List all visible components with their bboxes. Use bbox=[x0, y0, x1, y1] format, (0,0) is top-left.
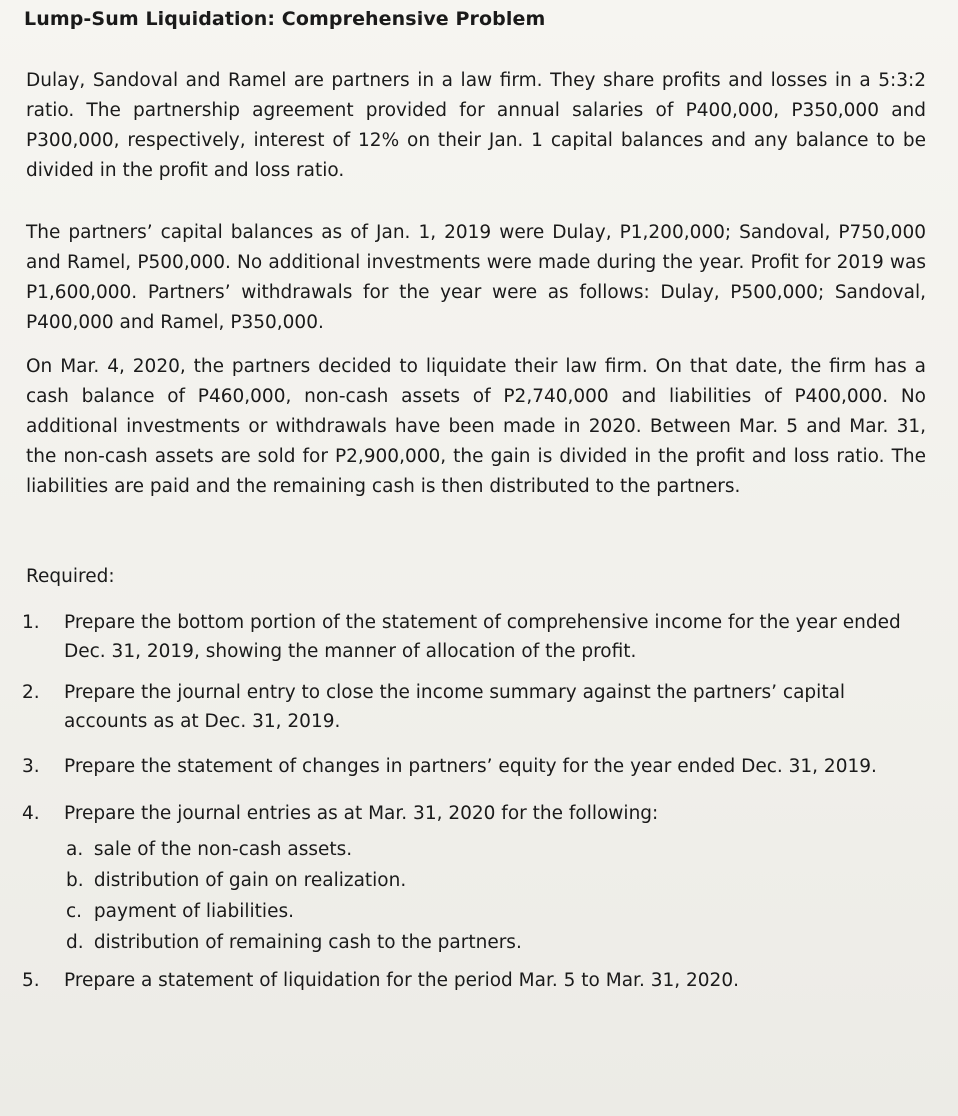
sub-requirement-item bbox=[66, 896, 922, 927]
requirement-text: Prepare a statement of liquidation for the period Mar. 5 to Mar. 31, 2020. bbox=[64, 970, 739, 991]
sub-requirement-text: payment of liabilities. bbox=[93, 901, 294, 922]
requirement-number: 4. bbox=[22, 803, 40, 824]
requirement-item bbox=[22, 799, 922, 958]
requirement-item bbox=[22, 678, 922, 736]
requirement-sublist bbox=[64, 834, 922, 958]
requirement-item bbox=[22, 608, 922, 666]
sub-requirement-letter: a. bbox=[66, 839, 84, 860]
requirements-list bbox=[22, 608, 922, 995]
requirement-text: Prepare the statement of changes in partners’ equity for the year ended Dec. 31, 2019. bbox=[64, 756, 877, 777]
requirement-number: 1. bbox=[22, 612, 40, 633]
problem-paragraph-3: On Mar. 4, 2020, the partners decided to liquidate their law firm. On that date, the firm has a cash balance of P460,000, non-cash assets of P2,740,000 and liabilities of P400,000. No additional investments or withdrawals have been made in 2020. Between Mar. 5 and Mar. 31, the non-cash assets are sold for P2,900,000, the gain is divided in the profit and loss ratio. The liabilities are paid and the remaining cash is then distributed to the partners. bbox=[26, 356, 926, 497]
sub-requirement-item bbox=[66, 865, 922, 896]
document-title: Lump-Sum Liquidation: Comprehensive Problem bbox=[24, 8, 546, 30]
requirement-item bbox=[22, 966, 922, 995]
requirement-number: 3. bbox=[22, 756, 40, 777]
problem-paragraph-2: The partners’ capital balances as of Jan. 1, 2019 were Dulay, P1,200,000; Sandoval, P750,000 and Ramel, P500,000. No additional investments were made during the year. Profit for 2019 was P1,600,000. Partners’ withdrawals for the year were as follows: Dulay, P500,000; Sandoval, P400,000 and Ramel, P350,000. bbox=[26, 222, 926, 333]
requirement-text: Prepare the journal entries as at Mar. 31, 2020 for the following: bbox=[64, 803, 659, 824]
sub-requirement-letter: d. bbox=[66, 932, 84, 953]
sub-requirement-item bbox=[66, 834, 922, 865]
sub-requirement-item bbox=[66, 927, 922, 958]
requirement-item bbox=[22, 752, 922, 781]
required-heading: Required: bbox=[26, 566, 115, 587]
requirement-text: Prepare the bottom portion of the statement of comprehensive income for the year ended Dec. 31, 2019, showing the manner of allocation of the profit. bbox=[64, 612, 901, 662]
sub-requirement-text: sale of the non-cash assets. bbox=[93, 839, 353, 860]
sub-requirement-letter: b. bbox=[66, 870, 84, 891]
sub-requirement-letter: c. bbox=[66, 901, 83, 922]
sub-requirement-text: distribution of remaining cash to the partners. bbox=[93, 932, 522, 953]
requirement-number: 2. bbox=[22, 682, 40, 703]
requirement-text: Prepare the journal entry to close the income summary against the partners’ capital accounts as at Dec. 31, 2019. bbox=[64, 682, 846, 732]
problem-paragraph-1: Dulay, Sandoval and Ramel are partners in a law firm. They share profits and losses in a 5:3:2 ratio. The partnership agreement provided for annual salaries of P400,000, P350,000 and P300,000, respectively, interest of 12% on their Jan. 1 capital balances and any balance to be divided in the profit and loss ratio. bbox=[26, 70, 926, 181]
sub-requirement-text: distribution of gain on realization. bbox=[93, 870, 407, 891]
requirement-number: 5. bbox=[22, 970, 40, 991]
